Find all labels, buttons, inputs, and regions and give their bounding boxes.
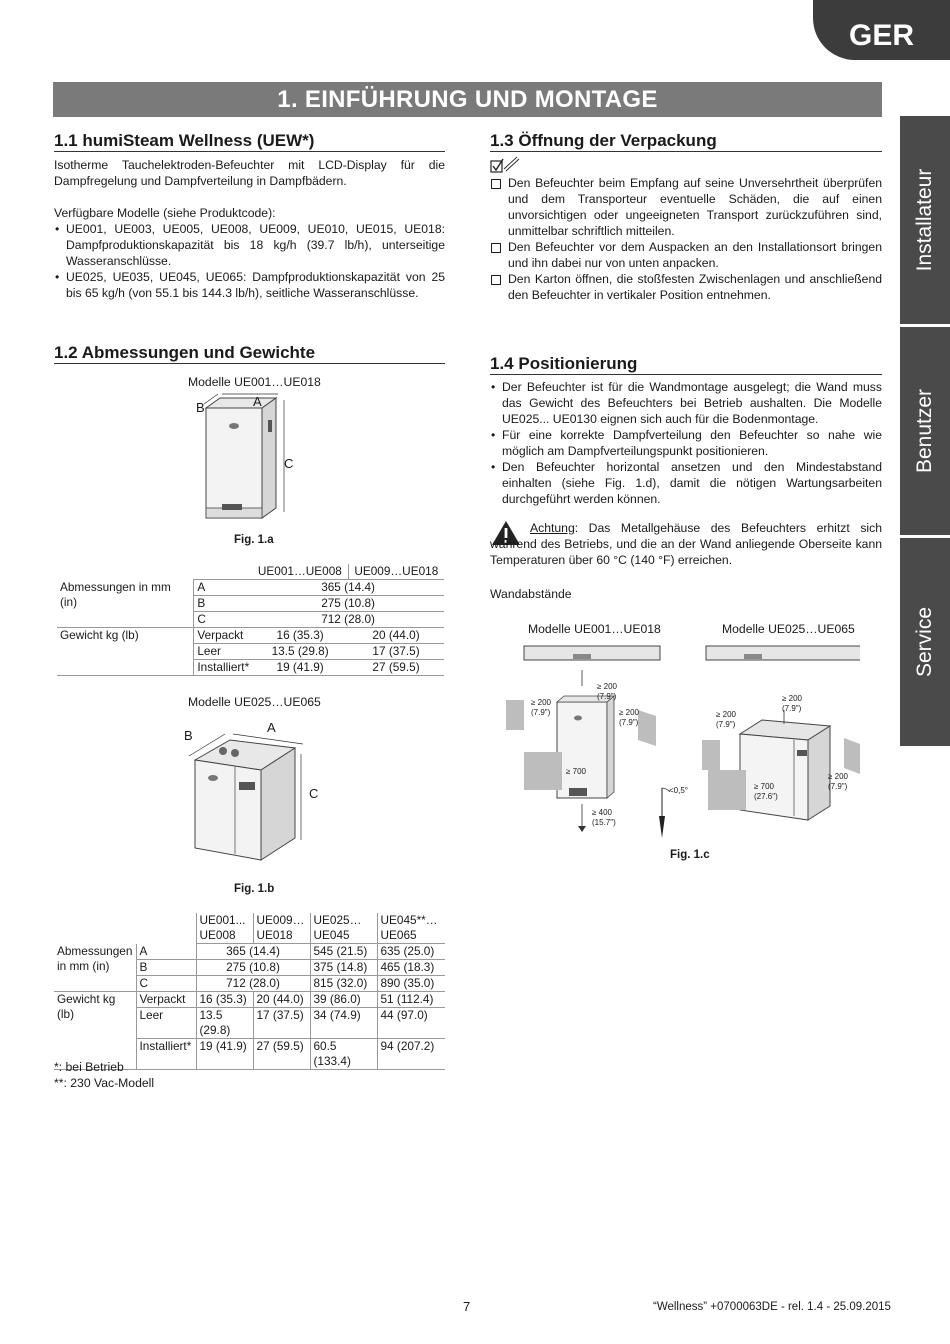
table-row: Gewicht kg (lb) Verpackt 16 (35.3) 20 (44.0) 39 (86.0) 51 (112.4): [54, 992, 445, 1008]
row-group-label: Gewicht kg (lb): [54, 992, 136, 1070]
page-number: 7: [463, 1299, 471, 1314]
section-title: 1.4 Positionierung: [490, 356, 882, 375]
clearance-front: ≥ 700: [566, 767, 586, 776]
clearance-left: ≥ 200 (7.9"): [531, 698, 551, 717]
fig-b-model-label: Modelle UE025…UE065: [188, 695, 321, 709]
models-list: [54, 221, 445, 301]
section-1-2: [54, 345, 445, 364]
clearance-front: ≥ 700 (27.6"): [754, 782, 778, 801]
section-title: 1.1 humiSteam Wellness (UEW*): [54, 133, 445, 152]
section-title: 1.2 Abmessungen und Gewichte: [54, 345, 445, 364]
list-item: • Den Befeuchter horizontal ansetzen und den Mindestabstand einhalten (siehe Fig. 1.d), damit die nötigen Wartungsarbeiten durchgeführt werden können.: [490, 459, 882, 507]
section-1-4: [490, 356, 882, 507]
warning-text: Achtung: Das Metallgehäuse des Befeuchters erhitzt sich während des Betriebs, und die an der Wand anliegende Oberseite kann Temperaturen über 60 °C (140 °F) erreichen.: [490, 521, 882, 567]
table-header: UE009… UE018: [253, 913, 310, 944]
table-row: Installiert* 19 (41.9) 27 (59.5) 60.5 (133.4) 94 (207.2): [54, 1039, 445, 1070]
fig-b-drawing: [175, 720, 325, 870]
table-row: Gewicht kg (lb) Verpackt 16 (35.3) 20 (44.0): [57, 628, 444, 644]
dim-label-a: A: [267, 720, 276, 735]
table-row: Leer 13.5 (29.8) 17 (37.5): [57, 644, 444, 660]
table-row: C 712 (28.0) 815 (32.0) 890 (35.0): [54, 976, 445, 992]
dim-label-b: B: [184, 728, 193, 743]
clearance-left: ≥ 200 (7.9"): [716, 710, 736, 729]
row-group-label: Gewicht kg (lb): [57, 628, 194, 676]
dim-label-c: C: [309, 786, 319, 801]
fig-a-caption: Fig. 1.a: [234, 534, 274, 546]
clearance-bottom: ≥ 400 (15.7"): [592, 808, 616, 827]
checklist-icon: [490, 155, 520, 175]
list-item: Den Befeuchter vor dem Auspacken an den Installationsort bringen und ihn dabei nur von unten anpacken.: [490, 239, 882, 271]
section-1-1: [54, 133, 445, 301]
row-group-label: Abmessungen in mm (in): [54, 944, 136, 992]
list-item: Den Karton öffnen, die stoßfesten Zwischenlagen und anschließend den Befeuchter in vertikaler Position entnehmen.: [490, 271, 882, 303]
fig-c-left-model: Modelle UE001…UE018: [528, 622, 661, 636]
section-1-3: [490, 133, 882, 303]
table-row: Abmessungen in mm (in) A 365 (14.4): [57, 580, 444, 596]
footnote: **: 230 Vac-Modell: [54, 1076, 155, 1090]
table-header: UE009…UE018: [348, 564, 444, 580]
table-row: C 712 (28.0): [57, 612, 444, 628]
checkbox-icon: [491, 179, 501, 189]
positioning-list: [490, 379, 882, 507]
table-header: UE001... UE008: [196, 913, 253, 944]
intro-text: Isotherme Tauchelektroden-Befeuchter mit LCD-Display für die Dampfregelung und Dampfverteilung in Dampfbädern.: [54, 158, 445, 188]
clearance-top: ≥ 200 (7.9"): [597, 682, 617, 701]
table-header: UE001…UE008: [252, 564, 348, 580]
list-item: • Der Befeuchter ist für die Wandmontage ausgelegt; die Wand muss das Gewicht des Befeuchters bei Betrieb aushalten. Die Modelle UE025... UE0130 eignen sich auch für die Bodenmontage.: [490, 379, 882, 427]
list-item: • UE025, UE035, UE045, UE065: Dampfproduktionskapazität von 25 bis 65 kg/h (von 55.1 bis 144.3 lb/h), seitliche Wasseranschlüsse.: [54, 269, 445, 301]
clearances-label: Wandabstände: [490, 587, 572, 601]
side-tab-service[interactable]: Service: [900, 538, 950, 746]
clearance-right: ≥ 200 (7.9"): [619, 708, 639, 727]
table-row: B 275 (10.8): [57, 596, 444, 612]
checkbox-icon: [491, 275, 501, 285]
list-item: • UE001, UE003, UE005, UE008, UE009, UE010, UE015, UE018: Dampfproduktionskapazität bis 18 kg/h (39.7 lb/h), unterseitige Wasseranschlüsse.: [54, 221, 445, 269]
clearance-right: ≥ 200 (7.9"): [828, 772, 848, 791]
fig-a-model-label: Modelle UE001…UE018: [188, 375, 321, 389]
list-item: • Für eine korrekte Dampfverteilung den Befeuchter so nahe wie möglich am Dampfverteilungspunkt positionieren.: [490, 427, 882, 459]
dim-label-b: B: [196, 400, 205, 415]
checkbox-icon: [491, 243, 501, 253]
table-header: UE045**… UE065: [377, 913, 445, 944]
footnote: *: bei Betrieb: [54, 1060, 124, 1074]
dim-label-c: C: [284, 456, 294, 471]
fig-c-caption: Fig. 1.c: [670, 849, 710, 861]
table-row: Leer 13.5 (29.8) 17 (37.5) 34 (74.9) 44 (97.0): [54, 1008, 445, 1039]
section-title: 1.3 Öffnung der Verpackung: [490, 133, 882, 152]
chapter-title: 1. EINFÜHRUNG UND MONTAGE: [53, 82, 882, 117]
dim-label-a: A: [253, 394, 262, 409]
row-group-label: Abmessungen in mm (in): [57, 580, 194, 628]
table-a: [57, 564, 444, 676]
level-angle: <0,5°: [669, 786, 688, 795]
table-row: Abmessungen in mm (in) A 365 (14.4) 545 (21.5) 635 (25.0): [54, 944, 445, 960]
side-tab-benutzer[interactable]: Benutzer: [900, 327, 950, 535]
document-reference: “Wellness” +0700063DE - rel. 1.4 - 25.09.2015: [653, 1301, 891, 1313]
table-b: [54, 913, 445, 1070]
fig-b-caption: Fig. 1.b: [234, 883, 275, 895]
table-row: Installiert* 19 (41.9) 27 (59.5): [57, 660, 444, 676]
fig-c-right-model: Modelle UE025…UE065: [722, 622, 855, 636]
clearance-top: ≥ 200 (7.9"): [782, 694, 802, 713]
table-header: UE025… UE045: [310, 913, 377, 944]
list-item: Den Befeuchter beim Empfang auf seine Unversehrtheit überprüfen und dem Transporteur eventuelle Schäden, die auf einen unvorsichtigen oder ungeeigneten Transport zurückzuführen sind, unmittelbar schriftlich mitteilen.: [490, 175, 882, 239]
models-label: Verfügbare Modelle (siehe Produktcode):: [54, 206, 276, 220]
fig-c-drawing: [500, 640, 860, 840]
side-tab-installateur[interactable]: Installateur: [900, 116, 950, 324]
checklist: [490, 175, 882, 303]
table-row: B 275 (10.8) 375 (14.8) 465 (18.3): [54, 960, 445, 976]
language-tab: GER: [813, 0, 950, 60]
